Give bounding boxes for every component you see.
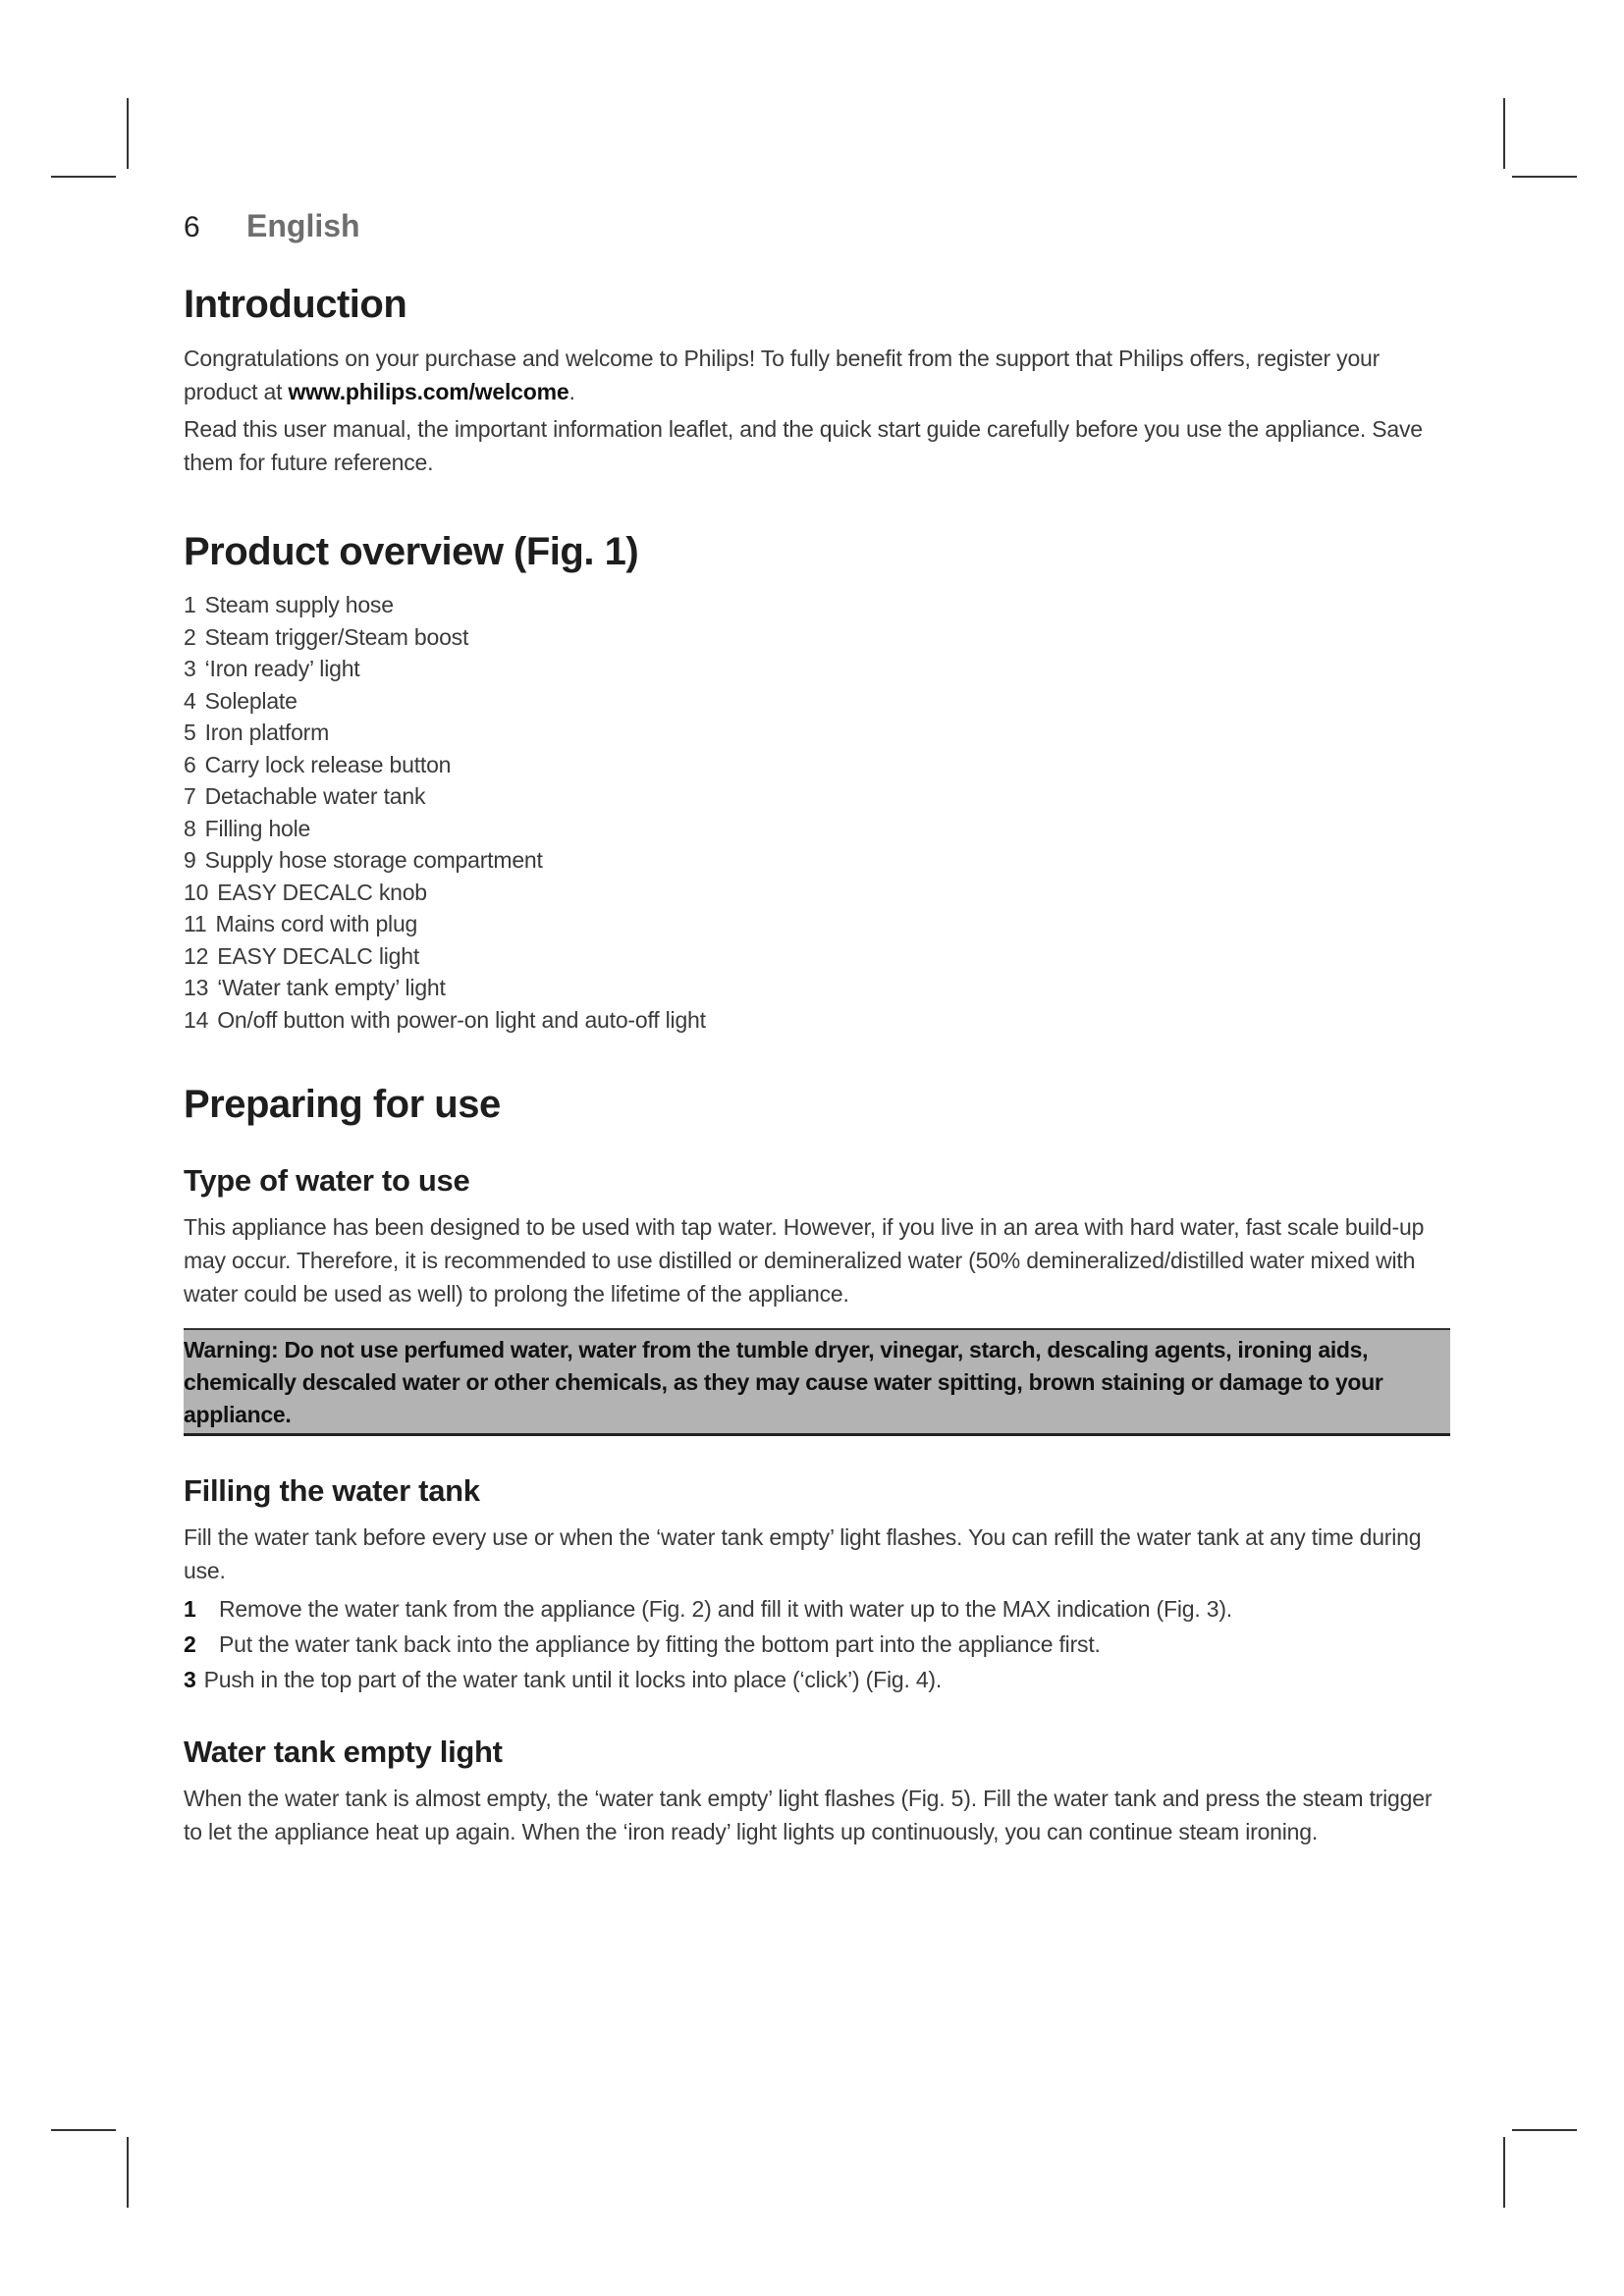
preparing-heading: Preparing for use bbox=[184, 1083, 501, 1126]
step-text: Push in the top part of the water tank until it locks into place (‘click’) (Fig. 4). bbox=[203, 1667, 943, 1692]
crop-mark-top-right-horizontal bbox=[1512, 176, 1577, 178]
page-number: 6 bbox=[184, 211, 200, 243]
step-text: Remove the water tank from the appliance (Fig. 2) and fill it with water up to the MAX indication (Fig. 3). bbox=[219, 1596, 1232, 1622]
filling-subsection bbox=[184, 1471, 1450, 1697]
intro-text-before-link: Congratulations on your purchase and welcome to Philips! To fully benefit from the support that Philips offers, register your product at bbox=[184, 346, 1380, 404]
warning-box bbox=[184, 1328, 1450, 1436]
filling-paragraph: Fill the water tank before every use or when the ‘water tank empty’ light flashes. You can refill the water tank at any time during use. bbox=[184, 1524, 1422, 1583]
step-text: Put the water tank back into the appliance by fitting the bottom part into the appliance first. bbox=[219, 1631, 1101, 1657]
overview-item-label: Iron platform bbox=[204, 720, 330, 745]
overview-item-label: Mains cord with plug bbox=[215, 911, 418, 936]
overview-item-number: 8 bbox=[184, 815, 196, 841]
crop-mark-top-left-vertical bbox=[127, 98, 129, 169]
overview-item-number: 14 bbox=[184, 1006, 209, 1033]
step-item bbox=[184, 1591, 1450, 1627]
overview-item-number: 1 bbox=[184, 592, 196, 617]
preparing-section bbox=[184, 1079, 1450, 1848]
overview-item-label: Filling hole bbox=[204, 815, 311, 841]
overview-item-number: 13 bbox=[184, 975, 209, 1000]
product-overview-heading: Product overview (Fig. 1) bbox=[184, 530, 639, 573]
overview-item-number: 2 bbox=[184, 623, 196, 650]
introduction-paragraph-1 bbox=[184, 342, 1450, 408]
water-type-paragraph: This appliance has been designed to be used with tap water. However, if you live in an area with hard water, fast scale build-up may occur. Therefore, it is recommended to use distilled or demineralized water (50% demineralized/distilled water mixed with water could be used as well) to prolong the lifetime of the appliance. bbox=[184, 1214, 1425, 1307]
introduction-section bbox=[184, 279, 1450, 479]
running-header bbox=[184, 208, 1450, 251]
step-number: 2 bbox=[184, 1631, 196, 1657]
crop-mark-bottom-left-horizontal bbox=[51, 2129, 116, 2131]
overview-item bbox=[184, 908, 1450, 940]
step-item bbox=[184, 1627, 1450, 1662]
overview-item bbox=[184, 589, 1450, 621]
overview-item-label: Steam trigger/Steam boost bbox=[204, 623, 469, 650]
overview-item-number: 9 bbox=[184, 847, 196, 873]
crop-mark-bottom-right-horizontal bbox=[1512, 2129, 1577, 2131]
empty-light-paragraph: When the water tank is almost empty, the ‘water tank empty’ light flashes (Fig. 5). Fill the water tank and press the steam trigger to let the appliance heat up again. When the ‘iron ready’ light lights up continuously, you can continue steam ironing. bbox=[184, 1786, 1433, 1844]
overview-item bbox=[184, 1004, 1450, 1037]
overview-item-number: 5 bbox=[184, 720, 196, 745]
overview-item-label: EASY DECALC knob bbox=[217, 879, 427, 905]
overview-item-label: EASY DECALC light bbox=[217, 942, 420, 969]
filling-steps bbox=[184, 1591, 1450, 1697]
overview-item bbox=[184, 844, 1450, 877]
overview-item bbox=[184, 972, 1450, 1004]
overview-item-number: 6 bbox=[184, 751, 196, 777]
introduction-paragraph-2: Read this user manual, the important information leaflet, and the quick start guide carefully before you use the appliance. Save them for future reference. bbox=[184, 416, 1423, 475]
filling-heading: Filling the water tank bbox=[184, 1473, 480, 1508]
overview-item-label: ‘Water tank empty’ light bbox=[217, 975, 446, 1000]
overview-item-number: 12 bbox=[184, 942, 209, 969]
overview-item-label: Carry lock release button bbox=[204, 751, 452, 777]
overview-item-label: On/off button with power-on light and auto-off light bbox=[217, 1006, 706, 1033]
crop-mark-bottom-right-vertical bbox=[1503, 2137, 1505, 2208]
overview-item-label: Soleplate bbox=[204, 687, 298, 714]
overview-item-number: 11 bbox=[184, 911, 207, 936]
overview-item bbox=[184, 877, 1450, 909]
crop-mark-top-left-horizontal bbox=[51, 176, 116, 178]
philips-welcome-link[interactable]: www.philips.com/welcome bbox=[288, 379, 569, 404]
step-number: 3 bbox=[184, 1667, 196, 1692]
overview-item-number: 4 bbox=[184, 687, 196, 714]
overview-item-number: 10 bbox=[184, 879, 209, 905]
overview-item bbox=[184, 621, 1450, 654]
intro-text-after-link: . bbox=[568, 379, 575, 404]
overview-item bbox=[184, 940, 1450, 973]
product-overview-section bbox=[184, 526, 1450, 1036]
overview-item bbox=[184, 653, 1450, 685]
overview-item bbox=[184, 685, 1450, 718]
crop-mark-top-right-vertical bbox=[1503, 98, 1505, 169]
overview-item-label: ‘Iron ready’ light bbox=[204, 656, 360, 681]
overview-item-label: Steam supply hose bbox=[204, 592, 394, 617]
warning-text: Warning: Do not use perfumed water, water from the tumble dryer, vinegar, starch, descaling agents, ironing aids, chemically descaled water or other chemicals, as they may cause water spitting, brown staining or damage to your appliance. bbox=[184, 1337, 1383, 1427]
overview-item-label: Detachable water tank bbox=[204, 783, 426, 809]
product-overview-list bbox=[184, 589, 1450, 1036]
overview-item-number: 3 bbox=[184, 656, 196, 681]
language-label: English bbox=[246, 208, 360, 243]
overview-item bbox=[184, 717, 1450, 749]
crop-mark-bottom-left-vertical bbox=[127, 2137, 129, 2208]
water-type-heading: Type of water to use bbox=[184, 1163, 470, 1198]
introduction-heading: Introduction bbox=[184, 283, 407, 326]
page-content bbox=[184, 208, 1450, 1852]
water-type-subsection bbox=[184, 1161, 1450, 1436]
overview-item-number: 7 bbox=[184, 783, 196, 809]
empty-light-heading: Water tank empty light bbox=[184, 1735, 503, 1769]
empty-light-subsection bbox=[184, 1733, 1450, 1848]
overview-item-label: Supply hose storage compartment bbox=[204, 847, 543, 873]
overview-item bbox=[184, 749, 1450, 781]
overview-item bbox=[184, 780, 1450, 813]
step-number: 1 bbox=[184, 1596, 196, 1622]
step-item bbox=[184, 1662, 1450, 1697]
overview-item bbox=[184, 813, 1450, 845]
